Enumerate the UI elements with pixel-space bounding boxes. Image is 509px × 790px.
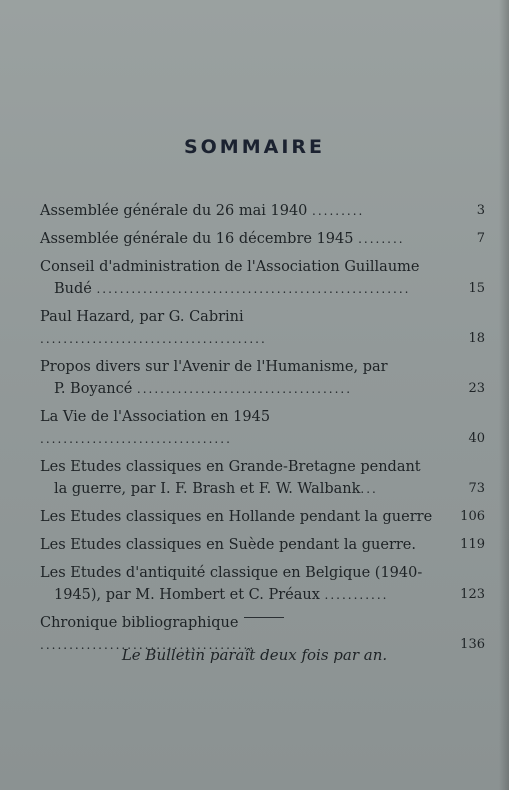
toc-entry-text	[40, 306, 485, 350]
dot-leader: .........	[312, 204, 365, 218]
toc-entry-text	[40, 456, 485, 478]
toc-entry-continuation	[40, 278, 485, 300]
dot-leader: ........	[358, 232, 405, 246]
toc-page-number: 73	[468, 481, 485, 496]
toc-entry-continuation	[40, 584, 485, 606]
toc-entry	[40, 306, 485, 350]
toc-entry	[40, 562, 485, 606]
toc-entry-text	[40, 406, 485, 450]
toc-entry-text	[40, 200, 485, 222]
toc-entry-text	[40, 356, 485, 378]
toc-page-number: 7	[476, 231, 485, 246]
toc-entry-title: Conseil d'administration de l'Association Guillaume	[40, 259, 420, 275]
toc-entry-text	[40, 562, 485, 584]
table-of-contents	[40, 200, 485, 656]
publication-note: Le Bulletin paraît deux fois par an.	[121, 646, 388, 664]
page-title: SOMMAIRE	[183, 136, 326, 158]
toc-page-number: 40	[468, 431, 485, 446]
toc-page-number: 15	[468, 281, 485, 296]
toc-entry	[40, 228, 485, 250]
toc-entry	[40, 534, 485, 556]
toc-page-number: 3	[476, 203, 485, 218]
toc-entry	[40, 200, 485, 222]
toc-page-number: 136	[460, 637, 485, 652]
toc-entry-text	[40, 506, 485, 528]
toc-entry-title: Assemblée générale du 26 mai 1940	[40, 203, 308, 219]
toc-entry-title-cont: 1945), par M. Hombert et C. Préaux	[54, 587, 320, 603]
toc-entry-title: Les Etudes classiques en Grande-Bretagne pendant	[40, 459, 421, 475]
dot-leader: ......................................................	[96, 282, 411, 296]
toc-entry-title: Les Etudes d'antiquité classique en Belgique (1940-	[40, 565, 423, 581]
toc-page-number: 119	[460, 537, 485, 552]
toc-entry-title-cont: Budé	[54, 281, 92, 297]
toc-entry	[40, 356, 485, 400]
toc-page-number: 123	[460, 587, 485, 602]
dot-leader: ...	[360, 482, 378, 496]
toc-page-number: 106	[460, 509, 485, 524]
toc-entry-title-cont: P. Boyancé	[54, 381, 133, 397]
divider-rule	[244, 617, 284, 618]
toc-entry-title-cont: la guerre, par I. F. Brash et F. W. Walbank	[54, 481, 361, 497]
toc-entry	[40, 406, 485, 450]
dot-leader: .................................	[40, 432, 232, 446]
toc-entry	[40, 256, 485, 300]
dot-leader: .......................................	[40, 332, 267, 346]
toc-entry-text	[40, 228, 485, 250]
toc-page-number: 23	[468, 381, 485, 396]
toc-entry-title: Paul Hazard, par G. Cabrini	[40, 309, 244, 325]
toc-entry-title: Propos divers sur l'Avenir de l'Humanisme, par	[40, 359, 388, 375]
toc-entry-continuation	[40, 378, 485, 400]
toc-entry-continuation	[40, 478, 485, 500]
dot-leader: .....................................	[136, 382, 353, 396]
dot-leader: ...........	[324, 588, 389, 602]
toc-page-number: 18	[468, 331, 485, 346]
toc-entry-title: Les Etudes classiques en Suède pendant la guerre.	[40, 537, 417, 553]
toc-entry	[40, 456, 485, 500]
dot-leader: .....................................	[40, 638, 256, 652]
toc-entry-title: Assemblée générale du 16 décembre 1945	[40, 231, 354, 247]
toc-entry-title: La Vie de l'Association en 1945	[40, 409, 271, 425]
toc-entry-title: Les Etudes classiques en Hollande pendant la guerre	[40, 509, 433, 525]
toc-entry-title: Chronique bibliographique	[40, 615, 239, 631]
toc-entry	[40, 506, 485, 528]
toc-entry-text	[40, 534, 485, 556]
toc-entry-text	[40, 256, 485, 278]
